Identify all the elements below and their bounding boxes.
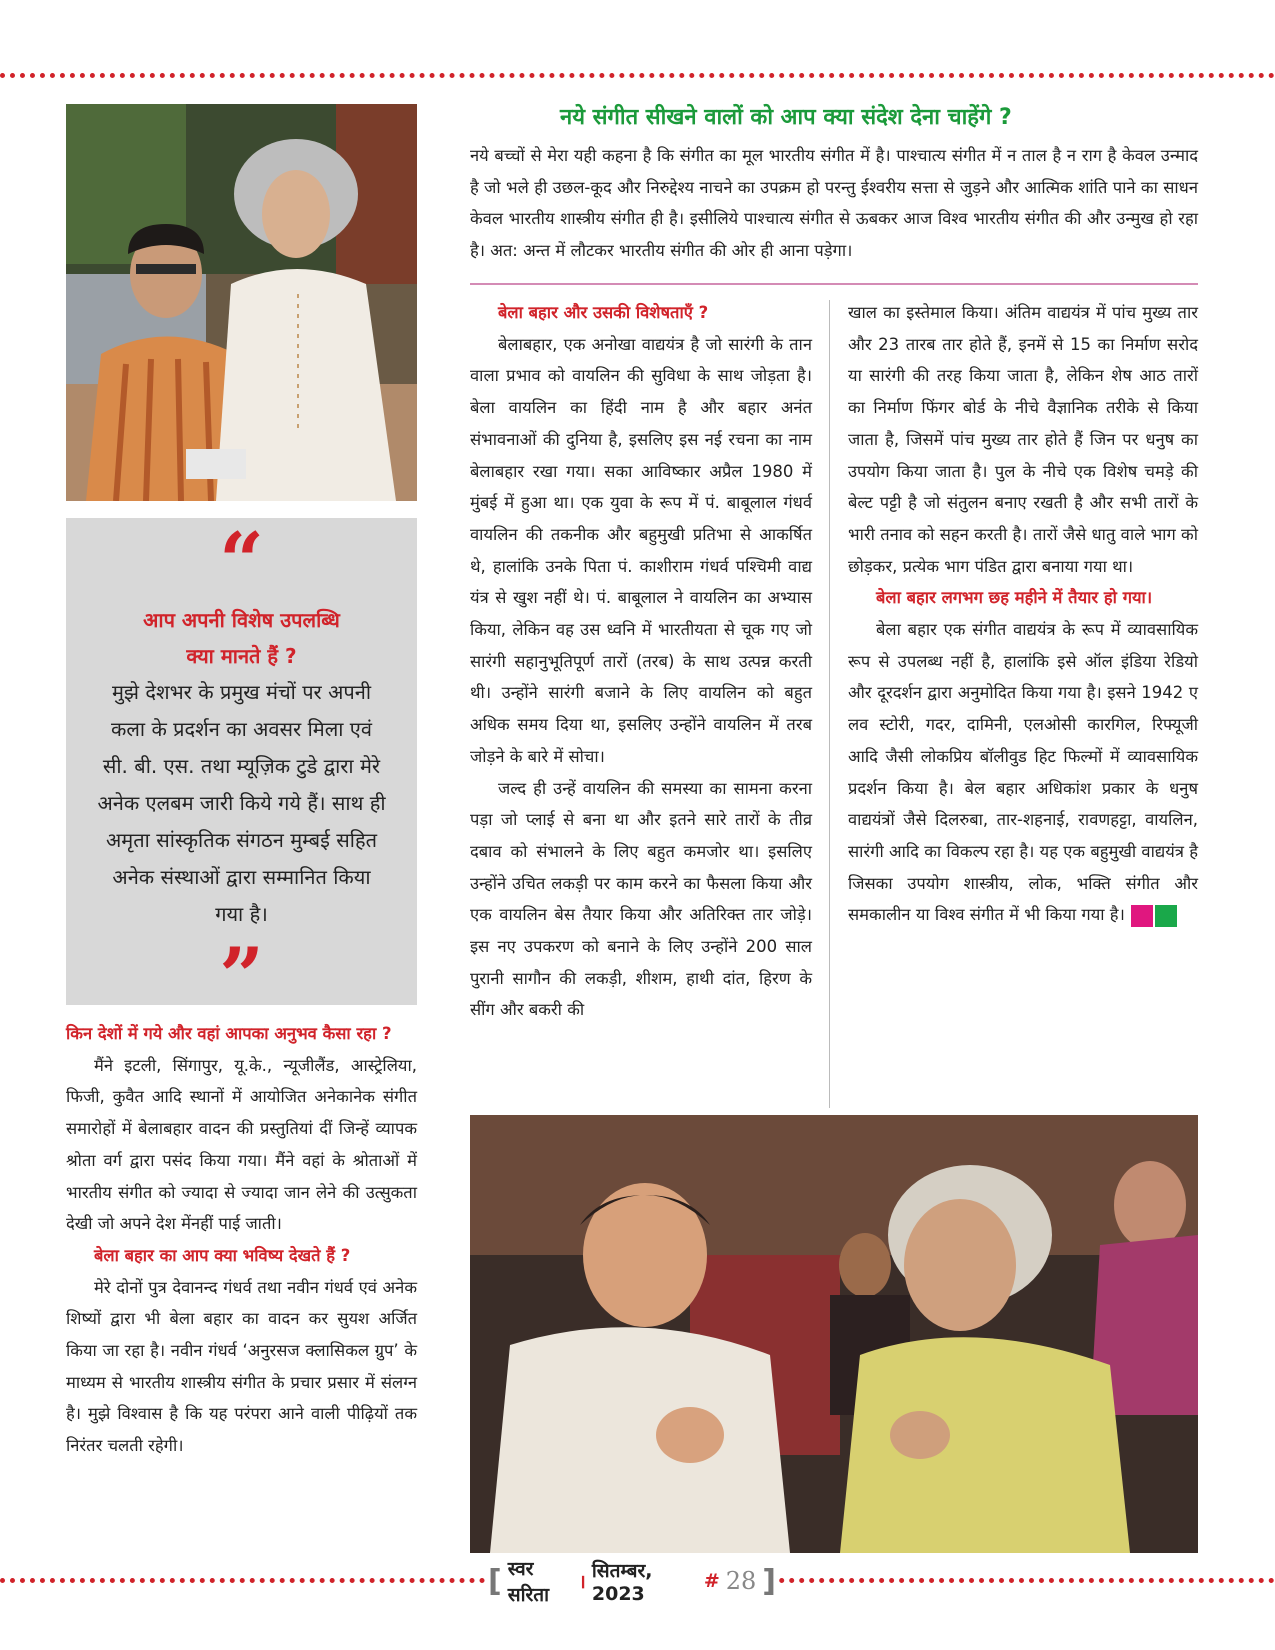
pull-quote-body: मुझे देशभर के प्रमुख मंचों पर अपनी कला के प्रदर्शन का अवसर मिला एवं सी. बी. एस. तथा म्यूज़िक टुडे द्वारा मेरे अनेक एलबम जारी किये गये हैं। साथ ही अमृता सांस्कृतिक संगठन मुम्बई सहित अनेक संस्थाओं द्वारा सम्मानित किया गया है। <box>97 680 386 926</box>
left-answer-2: मेरे दोनों पुत्र देवानन्द गंधर्व तथा नवीन गंधर्व एवं अनेक शिष्यों द्वारा भी बेला बहार का वादन कर सुयश अर्जित किया जा रहा है। नवीन गंधर्व ‘अनुरसज क्लासिकल ग्रुप’ के माध्यम से भारतीय शास्त्रीय संगीत के प्रचार प्रसार में संलग्न है। मुझे विश्वास है कि यह परंपरा आने वाली पीढ़ियों तक निरंतर चलती रहेगी। <box>66 1277 417 1456</box>
column-divider <box>829 300 830 1108</box>
page-footer <box>488 1558 776 1606</box>
footer-bracket-left: [ <box>488 1563 502 1599</box>
right-paragraph-2 <box>848 614 1198 931</box>
end-mark-magenta <box>1131 905 1153 927</box>
right-paragraph-1: खाल का इस्तेमाल किया। अंतिम वाद्ययंत्र में पांच मुख्य तार और 23 तारब तार होते हैं, इनमें से 15 का निर्माण सरोद या सारंगी की तरह किया जाता है, लेकिन शेष आठ तारों का निर्माण फिंगर बोर्ड के नीचे वैज्ञानिक तरीके से किया जाता है, जिसमें पांच मुख्य तार होते हैं जिन पर धनुष का उपयोग किया जाता है। पुल के नीचे एक विशेष चमड़े की बेल्ट पट्टी है जो संतुलन बनाए रखती है और सभी तारों के भारी तनाव को सहन करती है। तारों जैसे धातु वाले भाग को छोड़कर, प्रत्येक भाग पंडित द्वारा बनाया गया था। <box>848 303 1198 576</box>
pull-quote-box <box>66 516 417 1022</box>
right-column <box>848 297 1198 931</box>
photo-musicians-greeting <box>470 1115 1198 1553</box>
left-column <box>66 1018 417 1462</box>
mid-question-heading: बेला बहार और उसकी विशेषताएँ ? <box>498 303 709 322</box>
top-answer-text: नये बच्चों से मेरा यही कहना है कि संगीत का मूल भारतीय संगीत में है। पाश्चात्य संगीत में न ताल है न राग है केवल उन्माद है जो भले ही उछल-कूद और निरुद्देश्य नाचने का उपक्रम हो परन्तु ईश्वरीय सत्ता से जुड़ने और आत्मिक शांति पाने का साधन केवल भारतीय शास्त्रीय संगीत ही है। इसीलिये पाश्चात्य संगीत से ऊबकर आज विश्व भारतीय संगीत की और उन्मुख हो रहा है। अत: अन्त में लौटकर भारतीय संगीत की ओर ही आना पड़ेगा। <box>470 146 1198 260</box>
left-answer-1: मैंने इटली, सिंगापुर, यू.के., न्यूजीलैंड, आस्ट्रेलिया, फिजी, कुवैत आदि स्थानों में आयोजित अनेकानेक संगीत समारोहों में बेलाबहार वादन की प्रस्तुतियां दीं जिन्हें व्यापक श्रोता वर्ग द्वारा पसंद किया गया। मैंने वहां के श्रोताओं में भारतीय संगीत को ज्यादा से ज्यादा जान लेने की उत्सुकता देखी जो अपने देश मेंनहीं पाई जाती। <box>66 1055 417 1234</box>
end-mark-green <box>1155 905 1177 927</box>
footer-hash: # <box>703 1570 720 1592</box>
top-dotted-rule <box>0 73 1275 78</box>
footer-page-number: 28 <box>725 1567 757 1595</box>
open-quote-mark: “ <box>219 516 264 607</box>
photo-two-musicians <box>66 104 417 501</box>
right-paragraph-2-text: बेला बहार एक संगीत वाद्ययंत्र के रूप में व्यावसायिक रूप से उपलब्ध नहीं है, हालांकि इसे ऑल इंडिया रेडियो और दूरदर्शन द्वारा अनुमोदित किया गया है। इसने 1942 ए लव स्टोरी, गदर, दामिनी, एलओसी कारगिल, रिफ्यूजी आदि जैसी लोकप्रिय बॉलीवुड हिट फिल्मों में व्यावसायिक प्रदर्शन किया है। बेल बहार अधिकांश प्रकार के धनुष वाद्ययंत्रों जैसे दिलरुबा, तार-शहनाई, रावणहट्टा, वायलिन, सारंगी आदि का विकल्प रहा है। यह एक बहुमुखी वाद्ययंत्र है जिसका उपयोग शास्त्रीय, लोक, भक्ति संगीत और समकालीन या विश्व संगीत में भी किया गया है। <box>848 620 1198 925</box>
pull-quote-heading: आप अपनी विशेष उपलब्धि क्या मानते हैं ? <box>143 608 340 668</box>
close-quote-mark: ” <box>219 931 264 1022</box>
middle-column <box>470 297 812 1026</box>
left-question-1: किन देशों में गये और वहां आपका अनुभव कैसा रहा ? <box>66 1024 392 1043</box>
section-divider <box>470 283 1198 285</box>
mid-paragraph-1: बेलाबहार, एक अनोखा वाद्ययंत्र है जो सारंगी के तान वाला प्रभाव को वायलिन की सुविधा के साथ जोड़ता है। बेला वायलिन का हिंदी नाम है और बहार अनंत संभावनाओं की दुनिया है, इसलिए इस नई रचना का नाम बेलाबहार रखा गया। सका आविष्कार अप्रैल 1980 में मुंबई में हुआ था। एक युवा के रूप में पं. बाबूलाल गंधर्व वायलिन की तकनीक और बहुमुखी प्रतिभा से आकर्षित थे, हालांकि उनके पिता पं. काशीराम गंधर्व पश्चिमी वाद्य यंत्र से खुश नहीं थे। पं. बाबूलाल ने वायलिन का अभ्यास किया, लेकिन वह उस ध्वनि में भारतीयता से चूक गए जो सारंगी सहानुभूतिपूर्ण तारों (तरब) के साथ उत्पन्न करती थी। उन्होंने सारंगी बजाने के लिए वायलिन को बहुत अधिक समय दिया था, इसलिए उन्होंने वायलिन में तरब जोड़ने के बारे में सोचा। <box>470 334 812 766</box>
footer-issue-date: सितम्बर, 2023 <box>591 1560 653 1605</box>
top-question-heading: नये संगीत सीखने वालों को आप क्या संदेश देना चाहेंगे ? <box>560 105 1012 130</box>
footer-separator: । <box>578 1571 586 1593</box>
footer-magazine-name: स्वर सरिता <box>507 1558 550 1606</box>
left-question-2: बेला बहार का आप क्या भविष्य देखते हैं ? <box>94 1245 351 1265</box>
mid-paragraph-2: जल्द ही उन्हें वायलिन की समस्या का सामना करना पड़ा जो प्लाई से बना था और इतने सारे तारों के तीव्र दबाव को संभालने के लिए बहुत कमजोर था। इसलिए उन्होंने उचित लकड़ी पर काम करने का फैसला किया और एक वायलिन बेस तैयार किया और अतिरिक्त तार जोड़े। इस नए उपकरण को बनाने के लिए उन्होंने 200 साल पुरानी सागौन की लकड़ी, शीशम, हाथी दांत, हिरण के सींग और बकरी की <box>470 778 812 1020</box>
footer-bracket-right: ] <box>762 1563 776 1599</box>
right-subheading: बेला बहार लगभग छह महीने में तैयार हो गया। <box>876 588 1153 608</box>
